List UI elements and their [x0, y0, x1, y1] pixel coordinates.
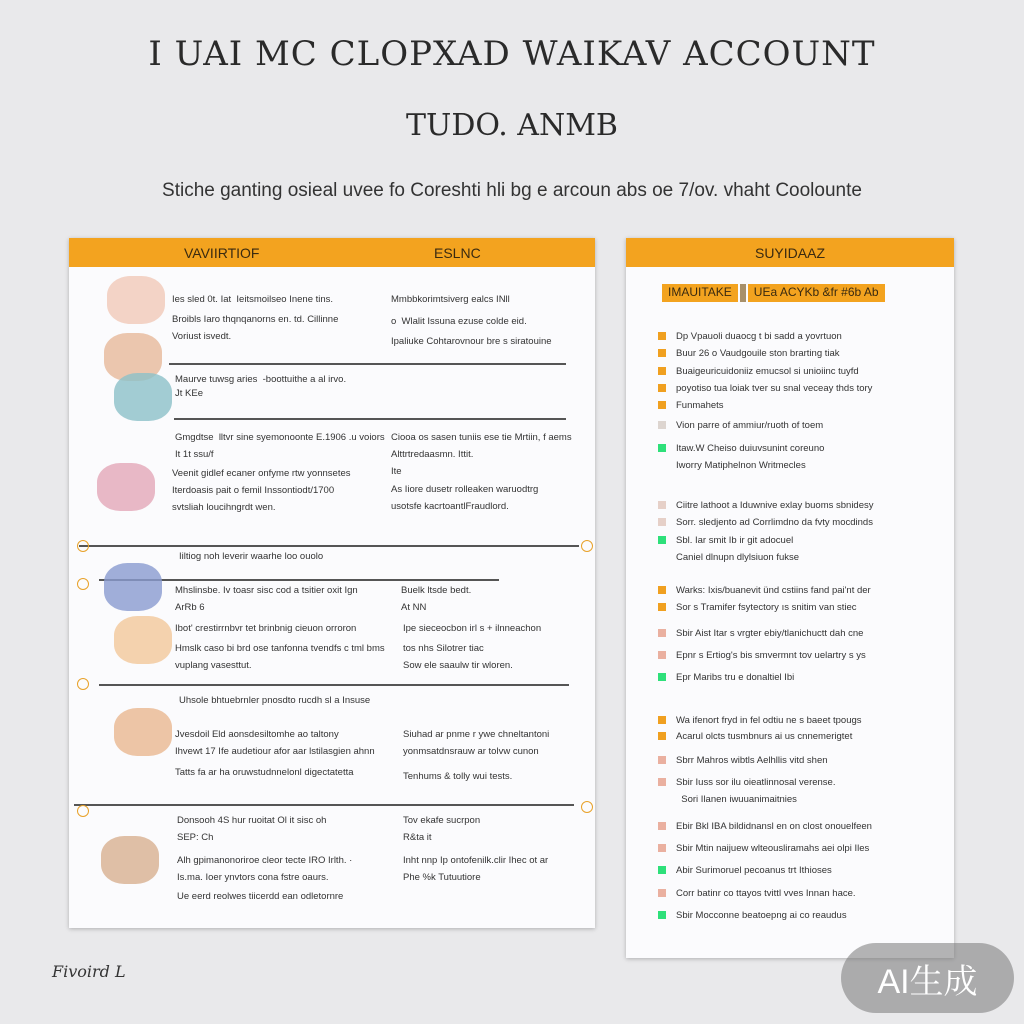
illustration	[104, 563, 162, 611]
signature: Fivoird L	[52, 962, 126, 981]
row-text: Inht nnp Ip ontofenilk.clir Ihec ot ar Phe %k Tutuutiore	[403, 855, 549, 883]
row-text: Maurve tuwsg aries -boottuithe a al irvo.	[175, 374, 347, 385]
summary-item	[658, 532, 799, 566]
summary-item-text: Epr Maribs tru e donaltiel Ibi	[676, 672, 795, 683]
summary-item-text: Sor s Tramifer fsytectory ıs snitim van stiec	[676, 602, 857, 613]
row-text: As Iiore dusetr rolleaken waruodtrg usotsfe kacrtoantlFraudlord.	[391, 484, 539, 512]
illustration	[114, 616, 172, 664]
summary-item-text: Ebir Bkl IBA bildidnansl en on clost onouelfeen	[676, 821, 872, 832]
row-text: Buelk ltsde bedt. At NN	[401, 585, 472, 613]
summary-item	[658, 669, 794, 686]
bullet-square-icon	[658, 384, 666, 392]
summary-item-text: Sbir Aist Itar s vrgter ebiy/tlanichuctt dah cne	[676, 628, 864, 639]
row-text: Iiltiog noh leverir waarhe loo ouolo	[179, 551, 324, 562]
row-text: Uhsole bhtuebrnler pnosdto rucdh sl a Insuse	[179, 695, 371, 706]
bullet-square-icon	[658, 889, 666, 897]
summary-item-text: Acarul olcts tusmbnurs ai us cnnemerigtet	[676, 731, 853, 742]
illustration	[97, 463, 155, 511]
summary-item-text: Sbrr Mahros wibtls Aelhllis vitd shen	[676, 755, 828, 766]
row-text: Siuhad ar pnme r ywe chneltantoni yonmsatdnsrauw ar tolvw cunon	[403, 729, 550, 757]
bullet-square-icon	[658, 911, 666, 919]
summary-item-text: Abir Surimoruel pecoanus trt Ithioses	[676, 865, 832, 876]
summary-item	[658, 397, 724, 414]
divider	[169, 363, 566, 365]
row-text: Ipe sieceocbon irl s + ilnneachon	[403, 623, 542, 634]
bullet-square-icon	[658, 866, 666, 874]
illustration	[114, 373, 172, 421]
bullet-square-icon	[658, 349, 666, 357]
row-text: Tatts fa ar ha oruwstudnnelonl digectatetta	[175, 767, 354, 778]
summary-bar	[662, 284, 885, 302]
summary-item-text: Sbl. Iar smit Ib ir git adocuel Caniel dlnupn dlylsiuon fukse	[676, 535, 800, 563]
step-marker-icon	[77, 678, 89, 690]
summary-item	[658, 647, 866, 664]
summary-item	[658, 625, 863, 642]
summary-item-text: Funmahets	[676, 400, 724, 411]
page-subtitle: TUDO. ANMB	[406, 108, 618, 143]
bullet-square-icon	[658, 716, 666, 724]
summary-item	[658, 497, 874, 514]
row-text: Donsooh 4S hur ruoitat Ol it sisc oh SEP: Ch	[177, 815, 327, 843]
summary-item	[658, 862, 832, 879]
summary-item-text: Buur 26 o Vaudgouile ston brarting tiak	[676, 348, 840, 359]
summary-item-text: Sbir Mocconne beatoepng ai co reaudus	[676, 910, 847, 921]
row-text: Jt KEe	[175, 388, 203, 399]
illustration	[107, 276, 165, 324]
step-marker-icon	[77, 578, 89, 590]
divider	[74, 804, 574, 806]
summary-item-text: Wa ifenort fryd in fel odtiu ne s baeet tpougs	[676, 715, 862, 726]
row-text: Jvesdoil Eld aonsdesiltomhe ao taltony Ihvewt 17 Ife audetiour afor aar lstilasgien ahnn	[175, 729, 375, 757]
row-text: tos nhs Silotrer tiac Sow ele saaulw tir wloren.	[403, 643, 513, 671]
column-header-1: VAVIIRTIOF	[184, 244, 260, 261]
bullet-square-icon	[658, 501, 666, 509]
summary-item	[658, 582, 871, 599]
column-header-2: ESLNC	[434, 244, 481, 261]
left-panel	[69, 238, 595, 928]
summary-item	[658, 345, 840, 362]
summary-item-text: Sorr. sledjento ad Corrlimdno da fvty mocdinds	[676, 517, 873, 528]
divider	[174, 418, 566, 420]
row-text: Gmgdtse lltvr sine syemonoonte E.1906 .u voiors It 1t ssu/f	[175, 432, 385, 460]
bullet-square-icon	[658, 332, 666, 340]
summary-item	[658, 712, 862, 729]
bullet-square-icon	[658, 603, 666, 611]
summary-item	[658, 752, 828, 769]
bullet-square-icon	[658, 421, 666, 429]
page-title: I UAI MC CLOPXAD WAIKAV ACCOUNT	[148, 34, 876, 74]
bullet-square-icon	[658, 629, 666, 637]
step-marker-icon	[77, 805, 89, 817]
row-text: Ue eerd reolwes tiicerdd ean odletornre	[177, 891, 344, 902]
row-text: Ies sled 0t. Iat Ieitsmoilseo Inene tins.	[172, 294, 334, 305]
summary-item	[658, 885, 856, 902]
bullet-square-icon	[658, 732, 666, 740]
step-marker-icon	[581, 540, 593, 552]
summary-item	[658, 818, 872, 835]
illustration	[114, 708, 172, 756]
right-panel	[626, 238, 954, 958]
bullet-square-icon	[658, 673, 666, 681]
right-panel-header: SUYIDAAZ	[626, 238, 954, 267]
summary-item-text: Sbir Mtin naijuew wlteousliramahs aei olpi Iles	[676, 843, 870, 854]
summary-item-text: Corr batinr co ttayos tvittl vves Innan hace.	[676, 888, 856, 899]
summary-item	[658, 417, 823, 434]
summary-bar-right: UEa ACYKb &fr #6b Ab	[748, 284, 885, 302]
row-text: Alh gpimanonoriroe cleor tecte IRO Irlth. · Is.ma. Ioer ynvtors cona fstre oaurs.	[177, 855, 353, 883]
bullet-square-icon	[658, 367, 666, 375]
summary-item	[658, 728, 852, 745]
bullet-square-icon	[658, 651, 666, 659]
row-text: Tenhums & tolly wui tests.	[403, 771, 513, 782]
summary-item	[658, 907, 847, 924]
bullet-square-icon	[658, 518, 666, 526]
summary-item-text: Sbir Iuss sor ilu oieatlinnosal verense. Sori Ilanen iwuuanimaitnies	[676, 777, 836, 805]
bullet-square-icon	[658, 756, 666, 764]
summary-item-text: Buaigeuricuidoniiz emucsol si unioiinc tuyfd	[676, 366, 859, 377]
divider	[79, 545, 579, 547]
bar-divider	[740, 284, 746, 302]
row-text: Tov ekafe sucrpon R&ta it	[403, 815, 481, 843]
bullet-square-icon	[658, 822, 666, 830]
summary-item-text: Epnr s Ertiog's bis smvermnt tov uelartry s ys	[676, 650, 866, 661]
left-panel-header	[69, 238, 595, 267]
bullet-square-icon	[658, 401, 666, 409]
bullet-square-icon	[658, 844, 666, 852]
row-text: Broibls Iaro thqnqanorns en. td. Cillinne Voriust isvedt.	[172, 314, 339, 342]
tagline: Stiche ganting osieal uvee fo Coreshti hli bg e arcoun abs oe 7/ov. vhaht Coolounte	[162, 180, 862, 201]
row-text: Mhslinsbe. Iv toasr sisc cod a tsitier oxit Ign ArRb 6	[175, 585, 358, 613]
summary-item-text: Itaw.W Cheiso duiuvsunint coreuno Iworry Matiphelnon Writmecles	[676, 443, 825, 471]
summary-item-text: Ciitre lathoot a Iduwnive exlay buoms sbnidesy	[676, 500, 874, 511]
summary-item-text: Vion parre of ammiur/ruoth of toem	[676, 420, 824, 431]
divider	[99, 684, 569, 686]
summary-item	[658, 599, 857, 616]
row-text: o Wlalit Issuna ezuse colde eid.	[391, 316, 527, 327]
row-text: Ciooa os sasen tuniis ese tie Mrtiin, f aems Alttrtredaasmn. Ittit. Ite	[391, 432, 572, 477]
summary-item	[658, 380, 872, 397]
summary-item	[658, 328, 842, 345]
row-text: Veenit gidlef ecaner onfyme rtw yonnsetes Iterdoasis pait o femil Inssontiodt/1700 svtsliah loucihngrdt wen.	[172, 468, 351, 513]
step-marker-icon	[581, 801, 593, 813]
step-marker-icon	[77, 540, 89, 552]
bullet-square-icon	[658, 778, 666, 786]
summary-item	[658, 440, 824, 474]
bullet-square-icon	[658, 444, 666, 452]
bullet-square-icon	[658, 536, 666, 544]
row-text: Mmbbkorimtsiverg ealcs INll	[391, 294, 510, 305]
row-text: Ipaliuke Cohtarovnour bre s siratouine	[391, 336, 552, 347]
summary-item	[658, 514, 873, 531]
summary-item	[658, 774, 835, 808]
summary-item-text: poyotiso tua loiak tver su snal veceay thds tory	[676, 383, 873, 394]
ai-generated-badge: AI生成	[841, 943, 1014, 1013]
illustration	[101, 836, 159, 884]
summary-item-text: Dp Vpauoli duaocg t bi sadd a yovrtuon	[676, 331, 842, 342]
summary-item	[658, 840, 869, 857]
row-text: Ibot' crestirrnbvr tet brinbnig cieuon orroron	[175, 623, 357, 634]
row-text: Hmslk caso bi brd ose tanfonna tvendfs c tml bms vuplang vasesttut.	[175, 643, 385, 671]
bullet-square-icon	[658, 586, 666, 594]
summary-item-text: Warks: Ixis/buanevit ünd cstiins fand pai'nt der	[676, 585, 871, 596]
summary-item	[658, 363, 859, 380]
summary-bar-left: IMAUITAKE	[662, 284, 738, 302]
